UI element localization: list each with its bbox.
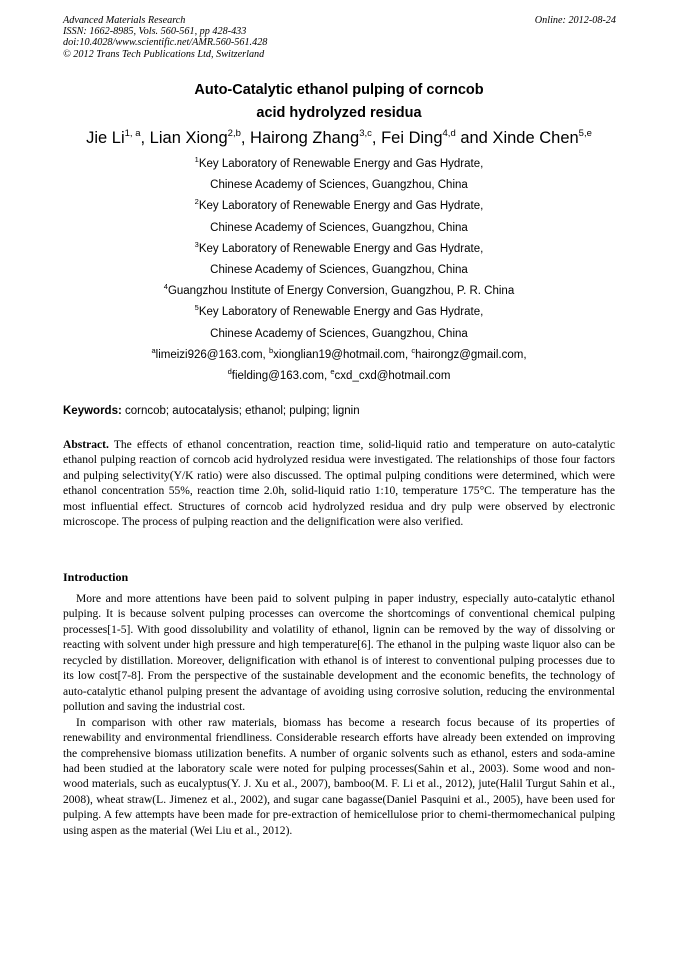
author-name: Fei Ding (381, 129, 443, 147)
paper-title-line-1: Auto-Catalytic ethanol pulping of corncob (194, 82, 484, 98)
email-mark: c (411, 346, 416, 355)
affiliation-mark: 3 (194, 240, 199, 249)
email-line (40, 348, 638, 362)
email-address: limeizi926@163.com, (155, 349, 269, 361)
author-name: Lian Xiong (149, 129, 228, 147)
email-address: xionglian19@hotmail.com, (273, 349, 412, 361)
affiliation-line (40, 221, 638, 235)
affiliation-mark: 2 (194, 197, 199, 206)
affiliation-line (40, 305, 638, 319)
author-affiliation-mark: 3,c (359, 128, 372, 139)
paragraph: In comparison with other raw materials, biomass has become a research focus because of its properties of renewability and environmental friendliness. Considerable research efforts have already been extended on improving the comprehensive biomass utilization benefits. A number of organic solvents such as ethanol, esters and soda-amine had been studied at the laboratory scale were noted for pulping processes(Sahin et al., 2003). Some wood and non-wood materials, such as eucalyptus(Y. J. Xu et al., 2007), bamboo(M. F. Li et al., 2012), jute(Halil Turgut Sahin et al., 2008), wheat straw(L. Jimenez et al., 2002), and sugar cane bagasse(Daniel Pasquini et al., 2005), have been used for pulping. A few attempts have been made for pre-extraction of hemicellulose prior to chemi-thermomechanical pulping using aspen as the material (Wei Liu et al., 2012). (63, 716, 615, 837)
affiliation-text: Key Laboratory of Renewable Energy and Gas Hydrate, (198, 200, 484, 212)
author-separator: , (371, 129, 382, 147)
affiliation-mark: 5 (194, 303, 199, 312)
author-affiliation-mark: 2,b (227, 128, 241, 139)
email-address: cxd_cxd@hotmail.com (334, 370, 451, 382)
email-mark: a (151, 346, 156, 355)
affiliation-line (40, 157, 638, 171)
author-separator: , (140, 129, 150, 147)
affiliation-line (40, 327, 638, 341)
email-address: fielding@163.com, (231, 370, 331, 382)
paper-title-line-2: acid hydrolyzed residua (256, 105, 422, 121)
affiliation-line (40, 263, 638, 277)
abstract-text: The effects of ethanol concentration, reaction time, solid-liquid ratio and temperature on auto-catalytic ethanol pulping reaction of corncob acid hydrolyzed residua were investigated. The relationships of those four factors and pulping selectivity(Y/K ratio) were also discussed. The optimal pulping conditions were determined, which were ethanol concentration 55%, reaction time 2.0h, solid-liquid ratio 1:10, temperature 175°C. The temperature has the most influential effect. Structures of corncob acid hydrolyzed residua and dry pulp were observed by electronic microscope. The process of pulping reaction and the delignification were also verified. (63, 439, 615, 529)
introduction-heading: Introduction (63, 570, 129, 584)
affiliation-text: Guangzhou Institute of Energy Conversion, Guangzhou, P. R. China (167, 285, 515, 297)
affiliation-line (40, 178, 638, 192)
abstract-label: Abstract. (63, 439, 109, 451)
keywords (63, 404, 616, 418)
introduction-body (63, 592, 615, 839)
author-affiliation-mark: 4,d (442, 128, 456, 139)
affiliation-mark: 1 (194, 155, 199, 164)
affiliation-text: Chinese Academy of Sciences, Guangzhou, China (210, 179, 468, 191)
copyright-line: © 2012 Trans Tech Publications Ltd, Switzerland (63, 48, 265, 60)
affiliation-text: Key Laboratory of Renewable Energy and Gas Hydrate, (198, 158, 484, 170)
author-name: Jie Li (86, 129, 125, 147)
email-mark: b (268, 346, 274, 355)
affiliation-text: Chinese Academy of Sciences, Guangzhou, China (210, 264, 468, 276)
keywords-text: corncob; autocatalysis; ethanol; pulping; lignin (121, 405, 360, 417)
keywords-label: Keywords: (63, 405, 122, 417)
affiliation-text: Key Laboratory of Renewable Energy and Gas Hydrate, (198, 306, 484, 318)
affiliation-line (40, 242, 638, 256)
affiliation-text: Chinese Academy of Sciences, Guangzhou, China (210, 222, 468, 234)
email-mark: d (227, 367, 232, 376)
online-date: Online: 2012-08-24 (534, 15, 616, 26)
affiliation-line (40, 199, 638, 213)
author-affiliation-mark: 1, a (124, 128, 141, 139)
issn-line: ISSN: 1662-8985, Vols. 560-561, pp 428-433 (63, 26, 247, 38)
author-affiliation-mark: 5,e (578, 128, 592, 139)
affiliation-text: Chinese Academy of Sciences, Guangzhou, China (210, 328, 468, 340)
abstract (63, 438, 615, 531)
affiliation-line (40, 284, 638, 298)
author-list (20, 127, 658, 149)
affiliation-mark: 4 (163, 282, 168, 291)
email-address: hairongz@gmail.com, (415, 349, 527, 361)
doi-line: doi:10.4028/www.scientific.net/AMR.560-561.428 (63, 37, 268, 49)
paragraph: More and more attentions have been paid to solvent pulping in paper industry, especially auto-catalytic ethanol pulping. It is because solvent pulping processes can overcome the shortcomings of conventional chemical pulping processes[1-5]. With good dissolubility and volatility of ethanol, lignin can be removed by the way of dissolving or reacting with solvent under high pressure and high temperature[6]. The ethanol in the pulping waste liquor also can be recycled by distillation. Moreover, delignification with ethanol is of interest to conventional pulping processes due to its low cost[7-8]. From the perspective of the sustainable development and the economic benefits, the technology of auto-catalytic ethanol pulping present the advantage of avoiding using corrosive solution, reducing the environmental pollution and saving the industrial cost. (63, 593, 615, 714)
email-mark: e (330, 367, 335, 376)
journal-header (63, 15, 616, 60)
author-separator: , (240, 129, 251, 147)
affiliation-text: Key Laboratory of Renewable Energy and Gas Hydrate, (198, 243, 484, 255)
journal-name: Advanced Materials Research (63, 15, 186, 26)
email-line (40, 369, 638, 383)
author-name: Xinde Chen (492, 129, 579, 147)
author-name: Hairong Zhang (250, 129, 360, 147)
author-separator: and (455, 129, 493, 147)
